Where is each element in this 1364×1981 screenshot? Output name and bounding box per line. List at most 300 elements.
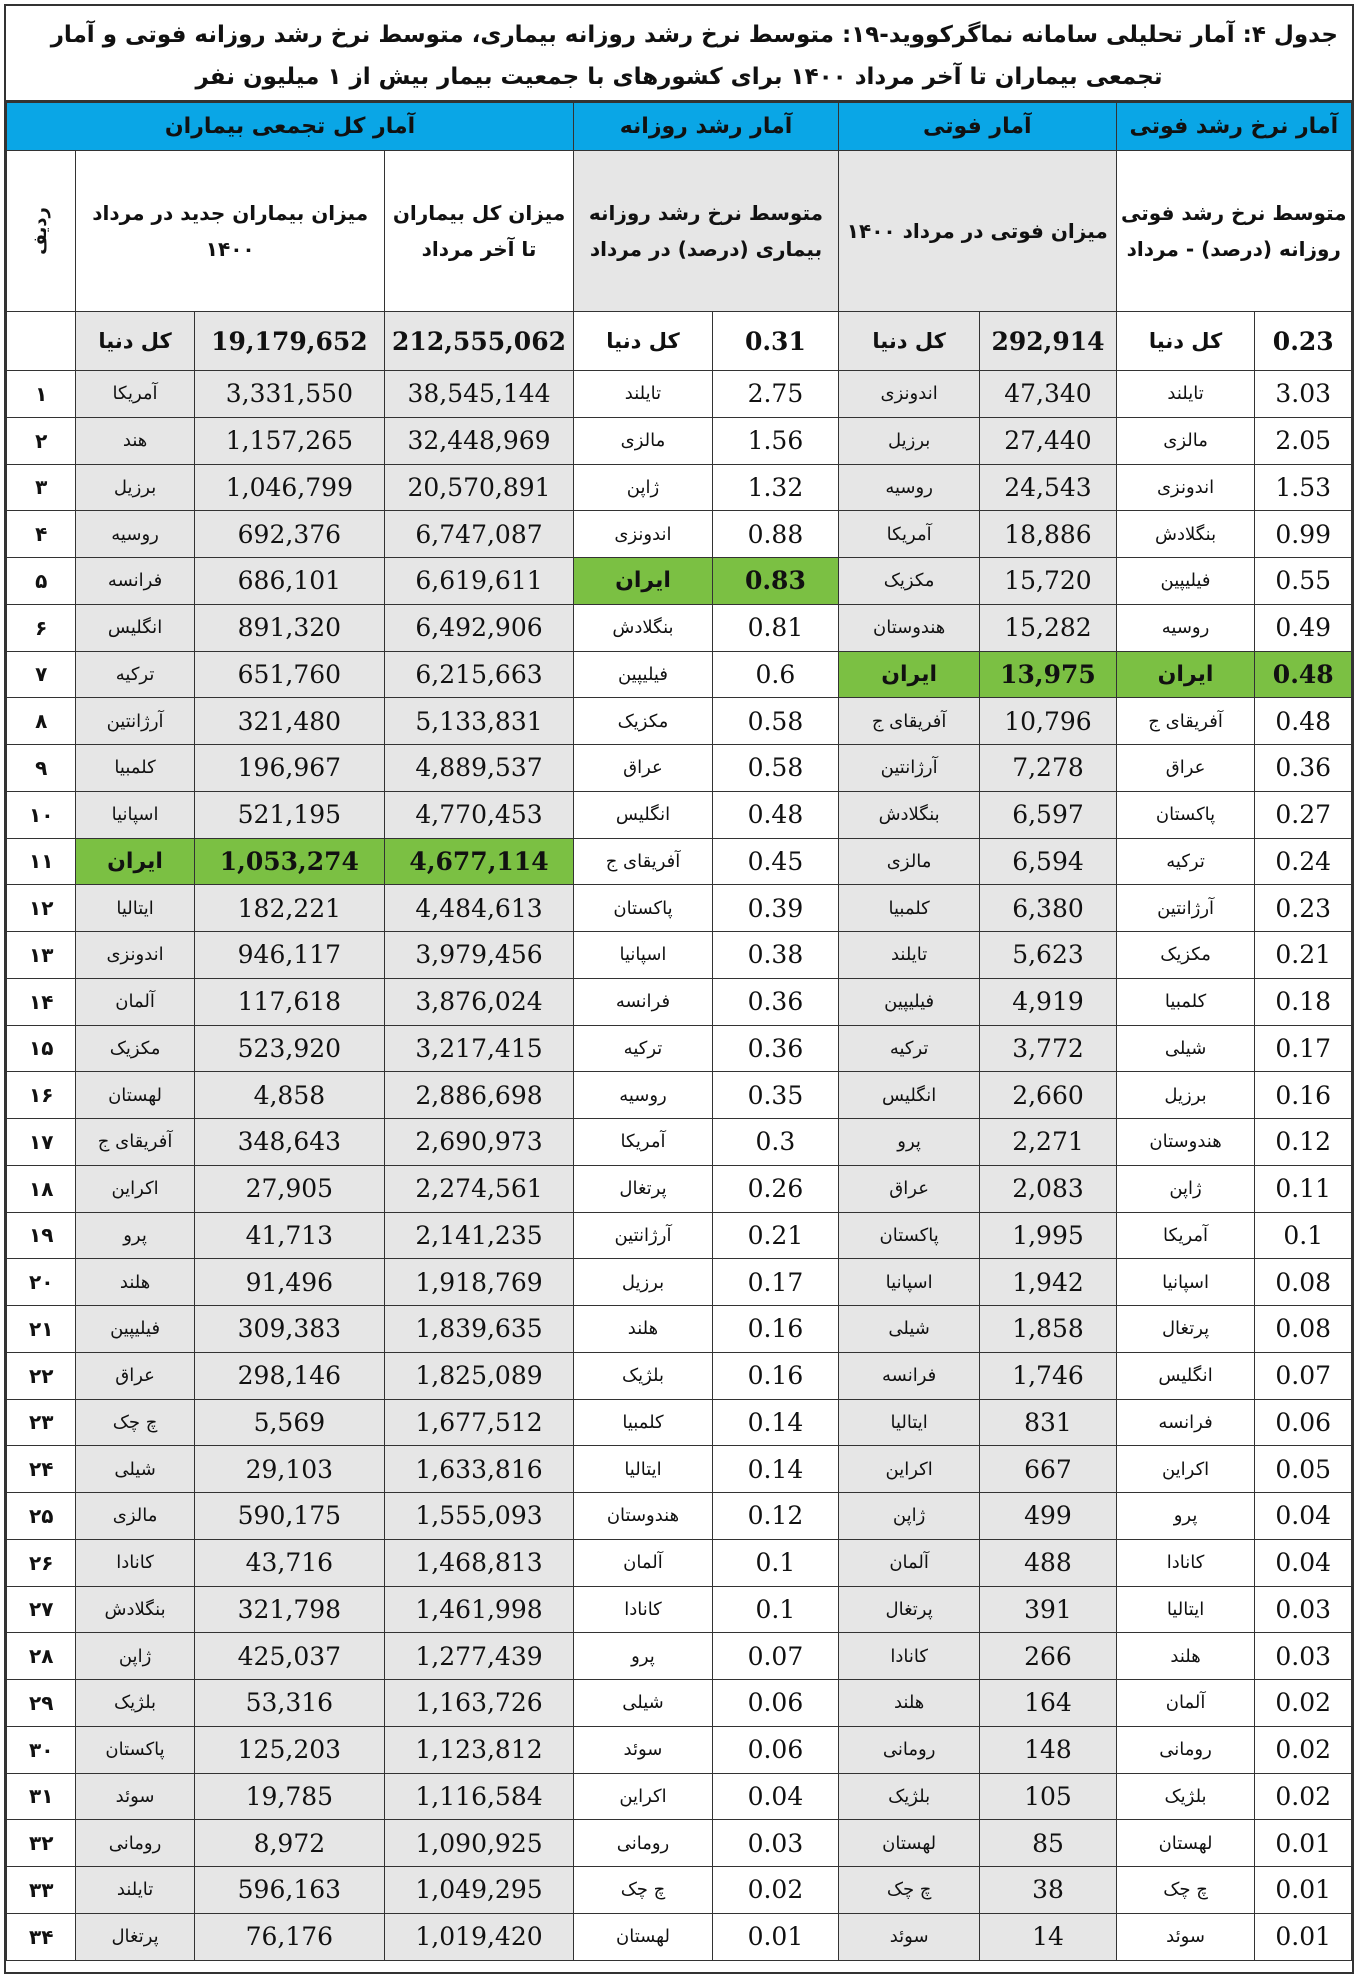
new-cases-value: 686,101	[194, 558, 384, 605]
new-cases-value: 309,383	[194, 1306, 384, 1353]
country-new-cases: فیلیپین	[76, 1306, 194, 1353]
country-death-growth: برزیل	[1116, 1072, 1255, 1119]
rank-cell: ۱۱	[7, 838, 76, 885]
table-row	[7, 1726, 1352, 1773]
country-deaths: فیلیپین	[838, 978, 979, 1025]
death-growth-value: 0.49	[1255, 604, 1352, 651]
total-cases-value: 1,116,584	[385, 1773, 574, 1820]
country-death-growth: هندوستان	[1116, 1119, 1255, 1166]
country-daily-growth: آلمان	[574, 1539, 713, 1586]
country-death-growth: مالزی	[1116, 417, 1255, 464]
rank-cell: ۴	[7, 511, 76, 558]
table-row	[7, 791, 1352, 838]
country-deaths: مالزی	[838, 838, 979, 885]
daily-growth-value: 1.56	[712, 417, 838, 464]
new-cases-value: 27,905	[194, 1165, 384, 1212]
country-deaths: بنگلادش	[838, 791, 979, 838]
new-cases-value: 76,176	[194, 1913, 384, 1960]
deaths-value: 85	[980, 1820, 1116, 1867]
new-cases-value: 53,316	[194, 1680, 384, 1727]
country-daily-growth: ایران	[574, 558, 713, 605]
death-growth-value: 0.1	[1255, 1212, 1352, 1259]
country-new-cases: ایران	[76, 838, 194, 885]
death-growth-value: 0.48	[1255, 698, 1352, 745]
country-death-growth: اکراین	[1116, 1446, 1255, 1493]
country-deaths: اسپانیا	[838, 1259, 979, 1306]
daily-growth-value: 0.36	[712, 1025, 838, 1072]
daily-growth-value: 0.83	[712, 558, 838, 605]
covid-stats-table	[6, 102, 1352, 1961]
country-deaths: رومانی	[838, 1726, 979, 1773]
death-growth-value: 0.01	[1255, 1820, 1352, 1867]
rank-cell: ۲۳	[7, 1399, 76, 1446]
total-cases-value: 32,448,969	[385, 417, 574, 464]
country-death-growth: روسیه	[1116, 604, 1255, 651]
country-new-cases: اسپانیا	[76, 791, 194, 838]
total-cases-value: 6,619,611	[385, 558, 574, 605]
table-row	[7, 1119, 1352, 1166]
table-row	[7, 978, 1352, 1025]
death-growth-value: 0.27	[1255, 791, 1352, 838]
new-cases-value: 521,195	[194, 791, 384, 838]
deaths-value: 15,720	[980, 558, 1116, 605]
rank-cell: ۳۱	[7, 1773, 76, 1820]
daily-growth-value: 0.14	[712, 1446, 838, 1493]
country-deaths: چ چک	[838, 1867, 979, 1914]
country-death-growth: فرانسه	[1116, 1399, 1255, 1446]
country-deaths: هندوستان	[838, 604, 979, 651]
country-daily-growth: رومانی	[574, 1820, 713, 1867]
country-deaths: اکراین	[838, 1446, 979, 1493]
new-cases-value: 29,103	[194, 1446, 384, 1493]
rank-cell: ۳	[7, 464, 76, 511]
table-row	[7, 698, 1352, 745]
country-daily-growth: انگلیس	[574, 791, 713, 838]
table-row	[7, 1165, 1352, 1212]
country-death-growth: آمریکا	[1116, 1212, 1255, 1259]
table-row	[7, 1306, 1352, 1353]
new-cases-value: 117,618	[194, 978, 384, 1025]
country-death-growth: هلند	[1116, 1633, 1255, 1680]
deaths-value: 2,083	[980, 1165, 1116, 1212]
country-death-growth: آفریقای ج	[1116, 698, 1255, 745]
country-deaths: آلمان	[838, 1539, 979, 1586]
country-daily-growth: آفریقای ج	[574, 838, 713, 885]
country-daily-growth: آرژانتین	[574, 1212, 713, 1259]
country-deaths: اندونزی	[838, 371, 979, 418]
country-daily-growth: مالزی	[574, 417, 713, 464]
new-cases-value: 196,967	[194, 745, 384, 792]
table-row	[7, 558, 1352, 605]
total-cases-value: 1,839,635	[385, 1306, 574, 1353]
country-deaths: پاکستان	[838, 1212, 979, 1259]
daily-growth-value: 0.39	[712, 885, 838, 932]
daily-growth-value: 0.6	[712, 651, 838, 698]
rank-cell: ۲۴	[7, 1446, 76, 1493]
new-cases-value: 321,480	[194, 698, 384, 745]
table-row	[7, 745, 1352, 792]
country-death-growth: پرو	[1116, 1493, 1255, 1540]
deaths-value: 2,271	[980, 1119, 1116, 1166]
title-line-1: جدول ۴: آمار تحلیلی سامانه نماگرکووید-۱۹: متوسط نرخ رشد روزانه بیماری، متوسط نرخ رشد روزانه فوتی و آمار	[50, 22, 1338, 48]
group-header-daily-growth: آمار رشد روزانه	[574, 103, 839, 151]
country-death-growth: ژاپن	[1116, 1165, 1255, 1212]
country-death-growth: ترکیه	[1116, 838, 1255, 885]
table-row	[7, 464, 1352, 511]
country-new-cases: فرانسه	[76, 558, 194, 605]
country-daily-growth: بلژیک	[574, 1352, 713, 1399]
deaths-value: 18,886	[980, 511, 1116, 558]
total-cases-value: 4,770,453	[385, 791, 574, 838]
world-total-cases: 212,555,062	[385, 312, 574, 371]
rank-cell: ۵	[7, 558, 76, 605]
country-new-cases: پاکستان	[76, 1726, 194, 1773]
new-cases-value: 5,569	[194, 1399, 384, 1446]
country-new-cases: مکزیک	[76, 1025, 194, 1072]
total-cases-value: 4,889,537	[385, 745, 574, 792]
deaths-value: 13,975	[980, 651, 1116, 698]
table-row	[7, 371, 1352, 418]
death-growth-value: 0.12	[1255, 1119, 1352, 1166]
country-new-cases: ژاپن	[76, 1633, 194, 1680]
table-row	[7, 1539, 1352, 1586]
country-death-growth: عراق	[1116, 745, 1255, 792]
country-daily-growth: اسپانیا	[574, 932, 713, 979]
total-cases-value: 1,049,295	[385, 1867, 574, 1914]
world-growth: 0.31	[712, 312, 838, 371]
total-cases-value: 1,825,089	[385, 1352, 574, 1399]
new-cases-header: میزان بیماران جدید در مرداد ۱۴۰۰	[76, 151, 385, 312]
table-row	[7, 1586, 1352, 1633]
country-deaths: کلمبیا	[838, 885, 979, 932]
death-growth-value: 0.18	[1255, 978, 1352, 1025]
country-new-cases: مالزی	[76, 1493, 194, 1540]
country-new-cases: بنگلادش	[76, 1586, 194, 1633]
death-growth-value: 0.02	[1255, 1680, 1352, 1727]
country-deaths: آمریکا	[838, 511, 979, 558]
table-title	[6, 6, 1352, 102]
world-total-row	[7, 312, 1352, 371]
country-deaths: پرتغال	[838, 1586, 979, 1633]
new-cases-value: 596,163	[194, 1867, 384, 1914]
table-row	[7, 1913, 1352, 1960]
country-death-growth: کانادا	[1116, 1539, 1255, 1586]
new-cases-value: 8,972	[194, 1820, 384, 1867]
country-death-growth: رومانی	[1116, 1726, 1255, 1773]
country-new-cases: روسیه	[76, 511, 194, 558]
rank-cell: ۹	[7, 745, 76, 792]
country-daily-growth: کلمبیا	[574, 1399, 713, 1446]
rank-cell: ۲	[7, 417, 76, 464]
country-deaths: کانادا	[838, 1633, 979, 1680]
deaths-value: 164	[980, 1680, 1116, 1727]
group-header-deaths: آمار فوتی	[838, 103, 1116, 151]
new-cases-value: 523,920	[194, 1025, 384, 1072]
group-header-cumulative: آمار کل تجمعی بیماران	[7, 103, 574, 151]
new-cases-value: 43,716	[194, 1539, 384, 1586]
new-cases-value: 4,858	[194, 1072, 384, 1119]
total-cases-value: 1,090,925	[385, 1820, 574, 1867]
total-cases-value: 3,217,415	[385, 1025, 574, 1072]
deaths-value: 5,623	[980, 932, 1116, 979]
table-row	[7, 417, 1352, 464]
country-new-cases: ایتالیا	[76, 885, 194, 932]
daily-growth-value: 0.21	[712, 1212, 838, 1259]
new-cases-value: 590,175	[194, 1493, 384, 1540]
deaths-value: 6,594	[980, 838, 1116, 885]
death-growth-value: 0.03	[1255, 1633, 1352, 1680]
rank-cell: ۱۳	[7, 932, 76, 979]
country-deaths: پرو	[838, 1119, 979, 1166]
daily-growth-value: 2.75	[712, 371, 838, 418]
rank-cell: ۸	[7, 698, 76, 745]
country-daily-growth: پرتغال	[574, 1165, 713, 1212]
daily-growth-value: 0.36	[712, 978, 838, 1025]
rank-cell: ۲۷	[7, 1586, 76, 1633]
country-death-growth: کلمبیا	[1116, 978, 1255, 1025]
new-cases-value: 348,643	[194, 1119, 384, 1166]
total-cases-value: 20,570,891	[385, 464, 574, 511]
world-death-label: کل دنیا	[838, 312, 979, 371]
daily-growth-value: 0.03	[712, 1820, 838, 1867]
country-daily-growth: پاکستان	[574, 885, 713, 932]
new-cases-value: 298,146	[194, 1352, 384, 1399]
death-growth-value: 1.53	[1255, 464, 1352, 511]
death-growth-value: 0.21	[1255, 932, 1352, 979]
table-row	[7, 1212, 1352, 1259]
table-row	[7, 1399, 1352, 1446]
rank-cell: ۳۰	[7, 1726, 76, 1773]
country-new-cases: پرو	[76, 1212, 194, 1259]
country-daily-growth: کانادا	[574, 1586, 713, 1633]
deaths-value: 831	[980, 1399, 1116, 1446]
table-row	[7, 1259, 1352, 1306]
country-deaths: آرژانتین	[838, 745, 979, 792]
country-deaths: روسیه	[838, 464, 979, 511]
rank-cell: ۲۰	[7, 1259, 76, 1306]
country-new-cases: کانادا	[76, 1539, 194, 1586]
deaths-header: میزان فوتی در مرداد ۱۴۰۰	[838, 151, 1116, 312]
country-death-growth: پاکستان	[1116, 791, 1255, 838]
new-cases-value: 3,331,550	[194, 371, 384, 418]
country-new-cases: هلند	[76, 1259, 194, 1306]
country-death-growth: آرژانتین	[1116, 885, 1255, 932]
country-deaths: بلژیک	[838, 1773, 979, 1820]
country-daily-growth: فیلیپین	[574, 651, 713, 698]
world-rank-cell	[7, 312, 76, 371]
deaths-value: 105	[980, 1773, 1116, 1820]
table-row	[7, 838, 1352, 885]
rank-cell: ۲۵	[7, 1493, 76, 1540]
country-daily-growth: برزیل	[574, 1259, 713, 1306]
country-daily-growth: لهستان	[574, 1913, 713, 1960]
country-new-cases: عراق	[76, 1352, 194, 1399]
daily-growth-value: 0.3	[712, 1119, 838, 1166]
death-growth-value: 0.02	[1255, 1773, 1352, 1820]
table-row	[7, 1773, 1352, 1820]
daily-growth-value: 0.04	[712, 1773, 838, 1820]
rank-header: ردیف	[7, 151, 76, 312]
table-row	[7, 604, 1352, 651]
country-daily-growth: اکراین	[574, 1773, 713, 1820]
rank-cell: ۷	[7, 651, 76, 698]
country-new-cases: بلژیک	[76, 1680, 194, 1727]
deaths-value: 488	[980, 1539, 1116, 1586]
country-death-growth: ایران	[1116, 651, 1255, 698]
deaths-value: 3,772	[980, 1025, 1116, 1072]
country-death-growth: سوئد	[1116, 1913, 1255, 1960]
total-cases-value: 2,690,973	[385, 1119, 574, 1166]
deaths-value: 47,340	[980, 371, 1116, 418]
new-cases-value: 1,053,274	[194, 838, 384, 885]
country-daily-growth: هندوستان	[574, 1493, 713, 1540]
country-death-growth: آلمان	[1116, 1680, 1255, 1727]
country-death-growth: مکزیک	[1116, 932, 1255, 979]
new-cases-value: 182,221	[194, 885, 384, 932]
total-cases-value: 3,876,024	[385, 978, 574, 1025]
deaths-value: 10,796	[980, 698, 1116, 745]
death-growth-value: 0.08	[1255, 1306, 1352, 1353]
death-growth-value: 0.01	[1255, 1913, 1352, 1960]
daily-growth-value: 0.06	[712, 1680, 838, 1727]
country-daily-growth: مکزیک	[574, 698, 713, 745]
total-cases-value: 1,918,769	[385, 1259, 574, 1306]
death-growth-value: 0.04	[1255, 1493, 1352, 1540]
country-death-growth: فیلیپین	[1116, 558, 1255, 605]
table-row	[7, 1493, 1352, 1540]
table-row	[7, 932, 1352, 979]
death-growth-value: 2.05	[1255, 417, 1352, 464]
deaths-value: 24,543	[980, 464, 1116, 511]
country-deaths: ایران	[838, 651, 979, 698]
death-growth-value: 0.08	[1255, 1259, 1352, 1306]
country-death-growth: اندونزی	[1116, 464, 1255, 511]
rank-cell: ۲۸	[7, 1633, 76, 1680]
rank-cell: ۶	[7, 604, 76, 651]
deaths-value: 266	[980, 1633, 1116, 1680]
table-row	[7, 511, 1352, 558]
country-daily-growth: تایلند	[574, 371, 713, 418]
daily-growth-value: 0.38	[712, 932, 838, 979]
table-row	[7, 885, 1352, 932]
country-daily-growth: هلند	[574, 1306, 713, 1353]
table-row	[7, 1025, 1352, 1072]
deaths-value: 1,995	[980, 1212, 1116, 1259]
country-daily-growth: اندونزی	[574, 511, 713, 558]
total-cases-value: 1,633,816	[385, 1446, 574, 1493]
death-growth-value: 0.07	[1255, 1352, 1352, 1399]
country-death-growth: ایتالیا	[1116, 1586, 1255, 1633]
rank-cell: ۱۶	[7, 1072, 76, 1119]
daily-growth-value: 0.16	[712, 1306, 838, 1353]
total-cases-value: 1,555,093	[385, 1493, 574, 1540]
rank-cell: ۱۴	[7, 978, 76, 1025]
deaths-value: 667	[980, 1446, 1116, 1493]
country-deaths: فرانسه	[838, 1352, 979, 1399]
country-daily-growth: شیلی	[574, 1680, 713, 1727]
total-cases-value: 1,163,726	[385, 1680, 574, 1727]
death-growth-value: 0.06	[1255, 1399, 1352, 1446]
daily-growth-value: 0.16	[712, 1352, 838, 1399]
country-deaths: شیلی	[838, 1306, 979, 1353]
table-row	[7, 1867, 1352, 1914]
total-cases-value: 6,747,087	[385, 511, 574, 558]
deaths-value: 1,858	[980, 1306, 1116, 1353]
total-cases-value: 1,277,439	[385, 1633, 574, 1680]
new-cases-value: 41,713	[194, 1212, 384, 1259]
country-new-cases: آمریکا	[76, 371, 194, 418]
table-row	[7, 1072, 1352, 1119]
world-growth-label: کل دنیا	[574, 312, 713, 371]
group-header-death-growth: آمار نرخ رشد فوتی	[1116, 103, 1351, 151]
group-header-row	[7, 103, 1352, 151]
country-new-cases: پرتغال	[76, 1913, 194, 1960]
country-daily-growth: فرانسه	[574, 978, 713, 1025]
death-growth-header: متوسط نرخ رشد فوتی روزانه (درصد) - مرداد	[1116, 151, 1351, 312]
daily-growth-value: 1.32	[712, 464, 838, 511]
country-deaths: هلند	[838, 1680, 979, 1727]
country-new-cases: رومانی	[76, 1820, 194, 1867]
world-dgrowth: 0.23	[1255, 312, 1352, 371]
daily-growth-value: 0.17	[712, 1259, 838, 1306]
rank-cell: ۱۲	[7, 885, 76, 932]
total-cases-value: 3,979,456	[385, 932, 574, 979]
country-new-cases: آفریقای ج	[76, 1119, 194, 1166]
daily-growth-value: 0.81	[712, 604, 838, 651]
daily-growth-value: 0.01	[712, 1913, 838, 1960]
rank-cell: ۲۱	[7, 1306, 76, 1353]
country-new-cases: شیلی	[76, 1446, 194, 1493]
total-cases-value: 6,492,906	[385, 604, 574, 651]
country-deaths: برزیل	[838, 417, 979, 464]
total-cases-header: میزان کل بیماران تا آخر مرداد	[385, 151, 574, 312]
deaths-value: 38	[980, 1867, 1116, 1914]
world-deaths: 292,914	[980, 312, 1116, 371]
rank-cell: ۱۸	[7, 1165, 76, 1212]
death-growth-value: 0.36	[1255, 745, 1352, 792]
country-deaths: تایلند	[838, 932, 979, 979]
country-new-cases: انگلیس	[76, 604, 194, 651]
world-new-cases: 19,179,652	[194, 312, 384, 371]
death-growth-value: 0.04	[1255, 1539, 1352, 1586]
new-cases-value: 425,037	[194, 1633, 384, 1680]
rank-cell: ۳۲	[7, 1820, 76, 1867]
rank-cell: ۲۹	[7, 1680, 76, 1727]
total-cases-value: 1,461,998	[385, 1586, 574, 1633]
daily-growth-value: 0.35	[712, 1072, 838, 1119]
daily-growth-header: متوسط نرخ رشد روزانه بیماری (درصد) در مرداد	[574, 151, 839, 312]
daily-growth-value: 0.12	[712, 1493, 838, 1540]
country-deaths: مکزیک	[838, 558, 979, 605]
death-growth-value: 0.03	[1255, 1586, 1352, 1633]
country-deaths: ژاپن	[838, 1493, 979, 1540]
death-growth-value: 0.01	[1255, 1867, 1352, 1914]
new-cases-value: 946,117	[194, 932, 384, 979]
total-cases-value: 1,468,813	[385, 1539, 574, 1586]
deaths-value: 499	[980, 1493, 1116, 1540]
deaths-value: 1,942	[980, 1259, 1116, 1306]
total-cases-value: 6,215,663	[385, 651, 574, 698]
total-cases-value: 38,545,144	[385, 371, 574, 418]
table-row	[7, 1680, 1352, 1727]
country-daily-growth: عراق	[574, 745, 713, 792]
daily-growth-value: 0.48	[712, 791, 838, 838]
country-death-growth: انگلیس	[1116, 1352, 1255, 1399]
rank-cell: ۳۳	[7, 1867, 76, 1914]
country-new-cases: برزیل	[76, 464, 194, 511]
country-deaths: لهستان	[838, 1820, 979, 1867]
table-row	[7, 1633, 1352, 1680]
